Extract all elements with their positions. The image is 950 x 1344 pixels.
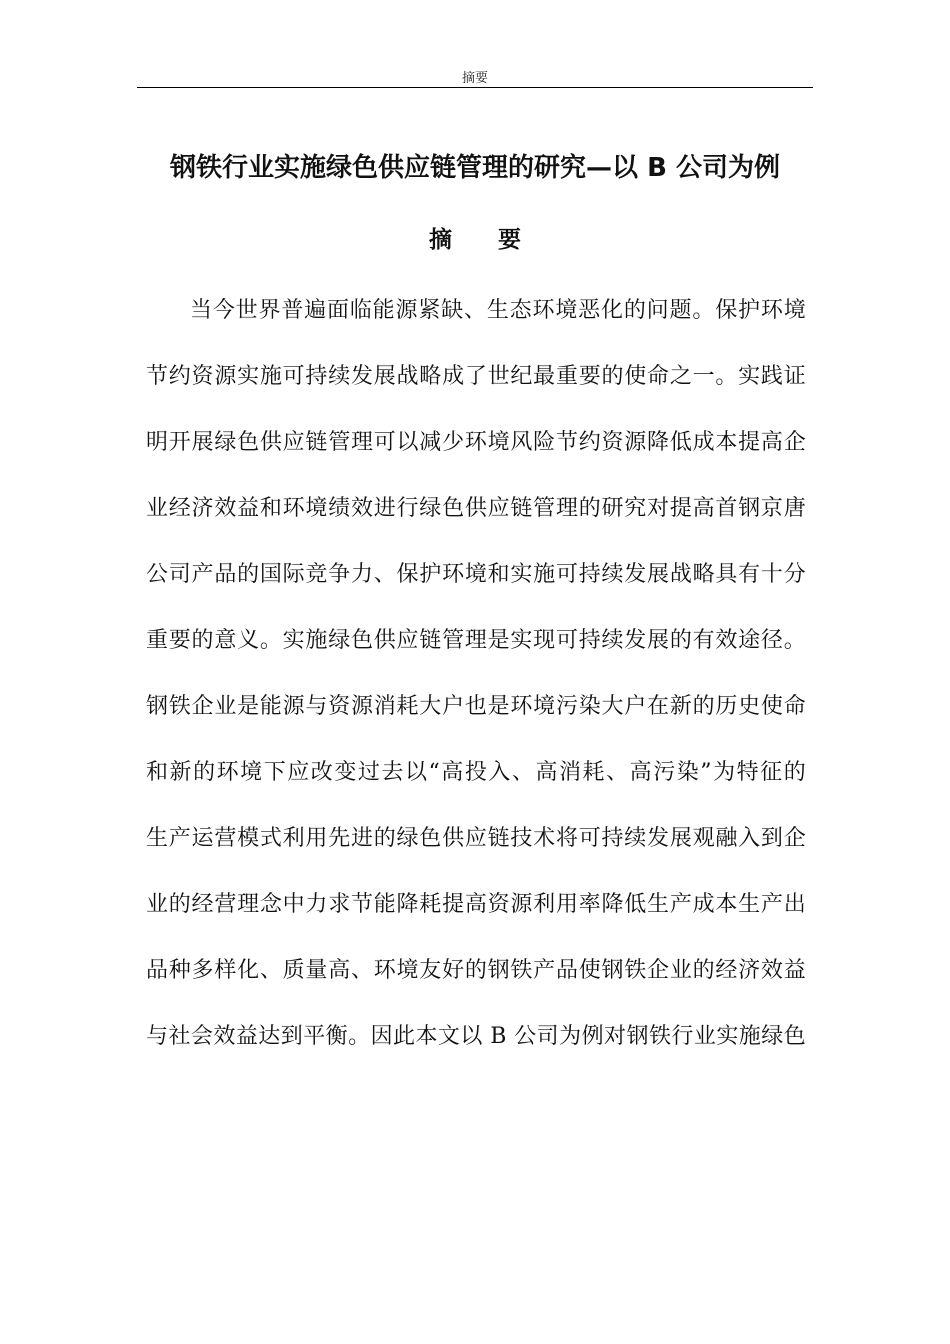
header-rule xyxy=(137,87,813,88)
abstract-line: 重要的意义。实施绿色供应链管理是实现可持续发展的有效途径。 xyxy=(146,628,806,653)
abstract-line: 与社会效益达到平衡。因此本文以 B 公司为例对钢铁行业实施绿色 xyxy=(146,1024,806,1049)
abstract-line: 业经济效益和环境绩效进行绿色供应链管理的研究对提高首钢京唐 xyxy=(146,496,806,521)
abstract-body xyxy=(146,291,806,1191)
document-title: 钢铁行业实施绿色供应链管理的研究—以 B 公司为例 xyxy=(170,153,780,183)
abstract-line: 业的经营理念中力求节能降耗提高资源利用率降低生产成本生产出 xyxy=(146,892,806,917)
abstract-line: 明开展绿色供应链管理可以减少环境风险节约资源降低成本提高企 xyxy=(146,430,806,455)
abstract-line: 当今世界普遍面临能源紧缺、生态环境恶化的问题。保护环境 xyxy=(190,298,806,323)
abstract-line: 生产运营模式利用先进的绿色供应链技术将可持续发展观融入到企 xyxy=(146,826,806,851)
abstract-line: 公司产品的国际竞争力、保护环境和实施可持续发展战略具有十分 xyxy=(146,562,806,587)
abstract-line: 和新的环境下应改变过去以“高投入、高消耗、高污染”为特征的 xyxy=(146,760,806,785)
abstract-heading: 摘 要 xyxy=(429,227,521,253)
abstract-line: 品种多样化、质量高、环境友好的钢铁产品使钢铁企业的经济效益 xyxy=(146,958,806,983)
abstract-line: 节约资源实施可持续发展战略成了世纪最重要的使命之一。实践证 xyxy=(146,364,806,389)
abstract-line: 钢铁企业是能源与资源消耗大户也是环境污染大户在新的历史使命 xyxy=(146,694,806,719)
running-header: 摘要 xyxy=(461,71,488,86)
